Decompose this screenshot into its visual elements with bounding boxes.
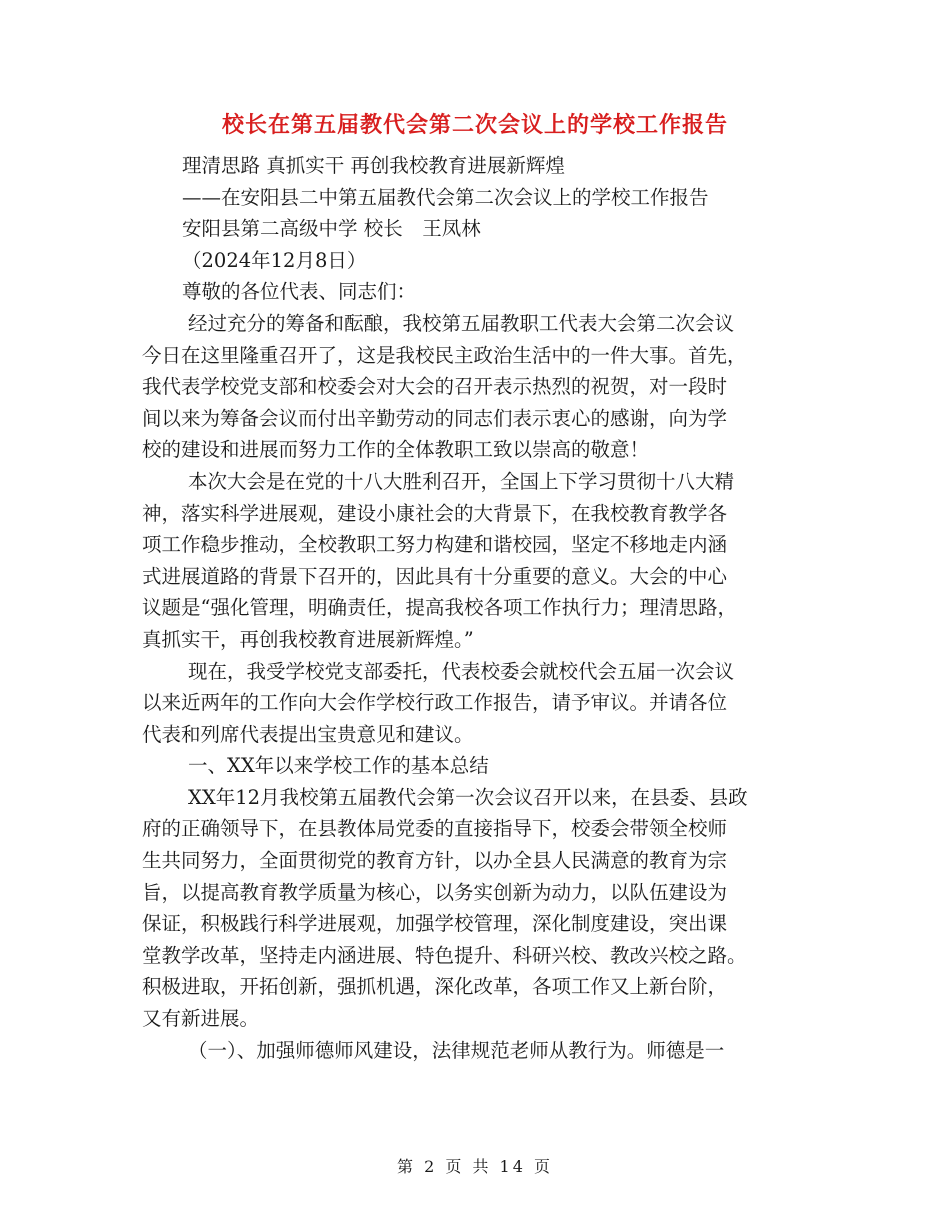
text-line: 本次大会是在党的十八大胜利召开，全国上下学习贯彻十八大精 (188, 469, 735, 493)
text-line: （一）、加强师德师风建设，法律规范老师从教行为。师德是一 (188, 1038, 725, 1062)
page-footer: 第 2 页 共 14 页 (397, 1157, 553, 1176)
text-line: 府的正确领导下，在县教体局党委的直接指导下，校委会带领全校师 (142, 817, 728, 841)
text-line: XX年12月我校第五届教代会第一次会议召开以来，在县委、县政 (188, 785, 748, 809)
text-line: 尊敬的各位代表、同志们： (182, 280, 417, 304)
text-line: 堂教学改革，坚持走内涵进展、特色提升、科研兴校、教改兴校之路。 (142, 943, 747, 967)
text-line: 间以来为筹备会议而付出辛勤劳动的同志们表示衷心的感谢，向为学 (142, 406, 728, 430)
text-line: 经过充分的筹备和酝酿，我校第五届教职工代表大会第二次会议 (188, 311, 735, 335)
text-line: 又有新进展。 (142, 1007, 260, 1031)
text-line: 保证，积极践行科学进展观，加强学校管理，深化制度建设，突出课 (142, 912, 728, 936)
text-line: 以来近两年的工作向大会作学校行政工作报告，请予审议。并请各位 (142, 691, 728, 715)
text-line: 一、XX年以来学校工作的基本总结 (188, 754, 489, 778)
text-line: 式进展道路的背景下召开的，因此具有十分重要的意义。大会的中心 (142, 564, 728, 588)
text-line: 旨，以提高教育教学质量为核心，以务实创新为动力，以队伍建设为 (142, 880, 728, 904)
text-line: 神，落实科学进展观，建设小康社会的大背景下，在我校教育教学各 (142, 501, 728, 525)
text-line: 代表和列席代表提出宝贵意见和建议。 (142, 722, 474, 746)
text-line: 校的建设和进展而努力工作的全体教职工致以崇高的敬意！ (142, 438, 650, 462)
document-body (142, 150, 810, 1066)
text-line: （2024年12月8日） (182, 248, 367, 272)
text-line: ——在安阳县二中第五届教代会第二次会议上的学校工作报告 (182, 185, 709, 209)
document-title: 校长在第五届教代会第二次会议上的学校工作报告 (221, 113, 728, 138)
text-line: 积极进取，开拓创新，强抓机遇，深化改革，各项工作又上新台阶， (142, 975, 728, 999)
text-line: 理清思路 真抓实干 再创我校教育进展新辉煌 (182, 154, 565, 177)
text-line: 我代表学校党支部和校委会对大会的召开表示热烈的祝贺，对一段时 (142, 375, 728, 399)
text-line: 议题是“强化管理，明确责任，提高我校各项工作执行力；理清思路， (142, 596, 737, 620)
text-line: 现在，我受学校党支部委托，代表校委会就校代会五届一次会议 (188, 659, 735, 683)
text-line: 生共同努力，全面贯彻党的教育方针，以办全县人民满意的教育为宗 (142, 849, 728, 873)
text-line: 今日在这里隆重召开了，这是我校民主政治生活中的一件大事。首先， (142, 343, 747, 367)
text-line: 安阳县第二高级中学 校长 王凤林 (182, 217, 481, 241)
text-line: 项工作稳步推动，全校教职工努力构建和谐校园，坚定不移地走内涵 (142, 533, 728, 557)
text-line: 真抓实干，再创我校教育进展新辉煌。” (142, 627, 474, 651)
